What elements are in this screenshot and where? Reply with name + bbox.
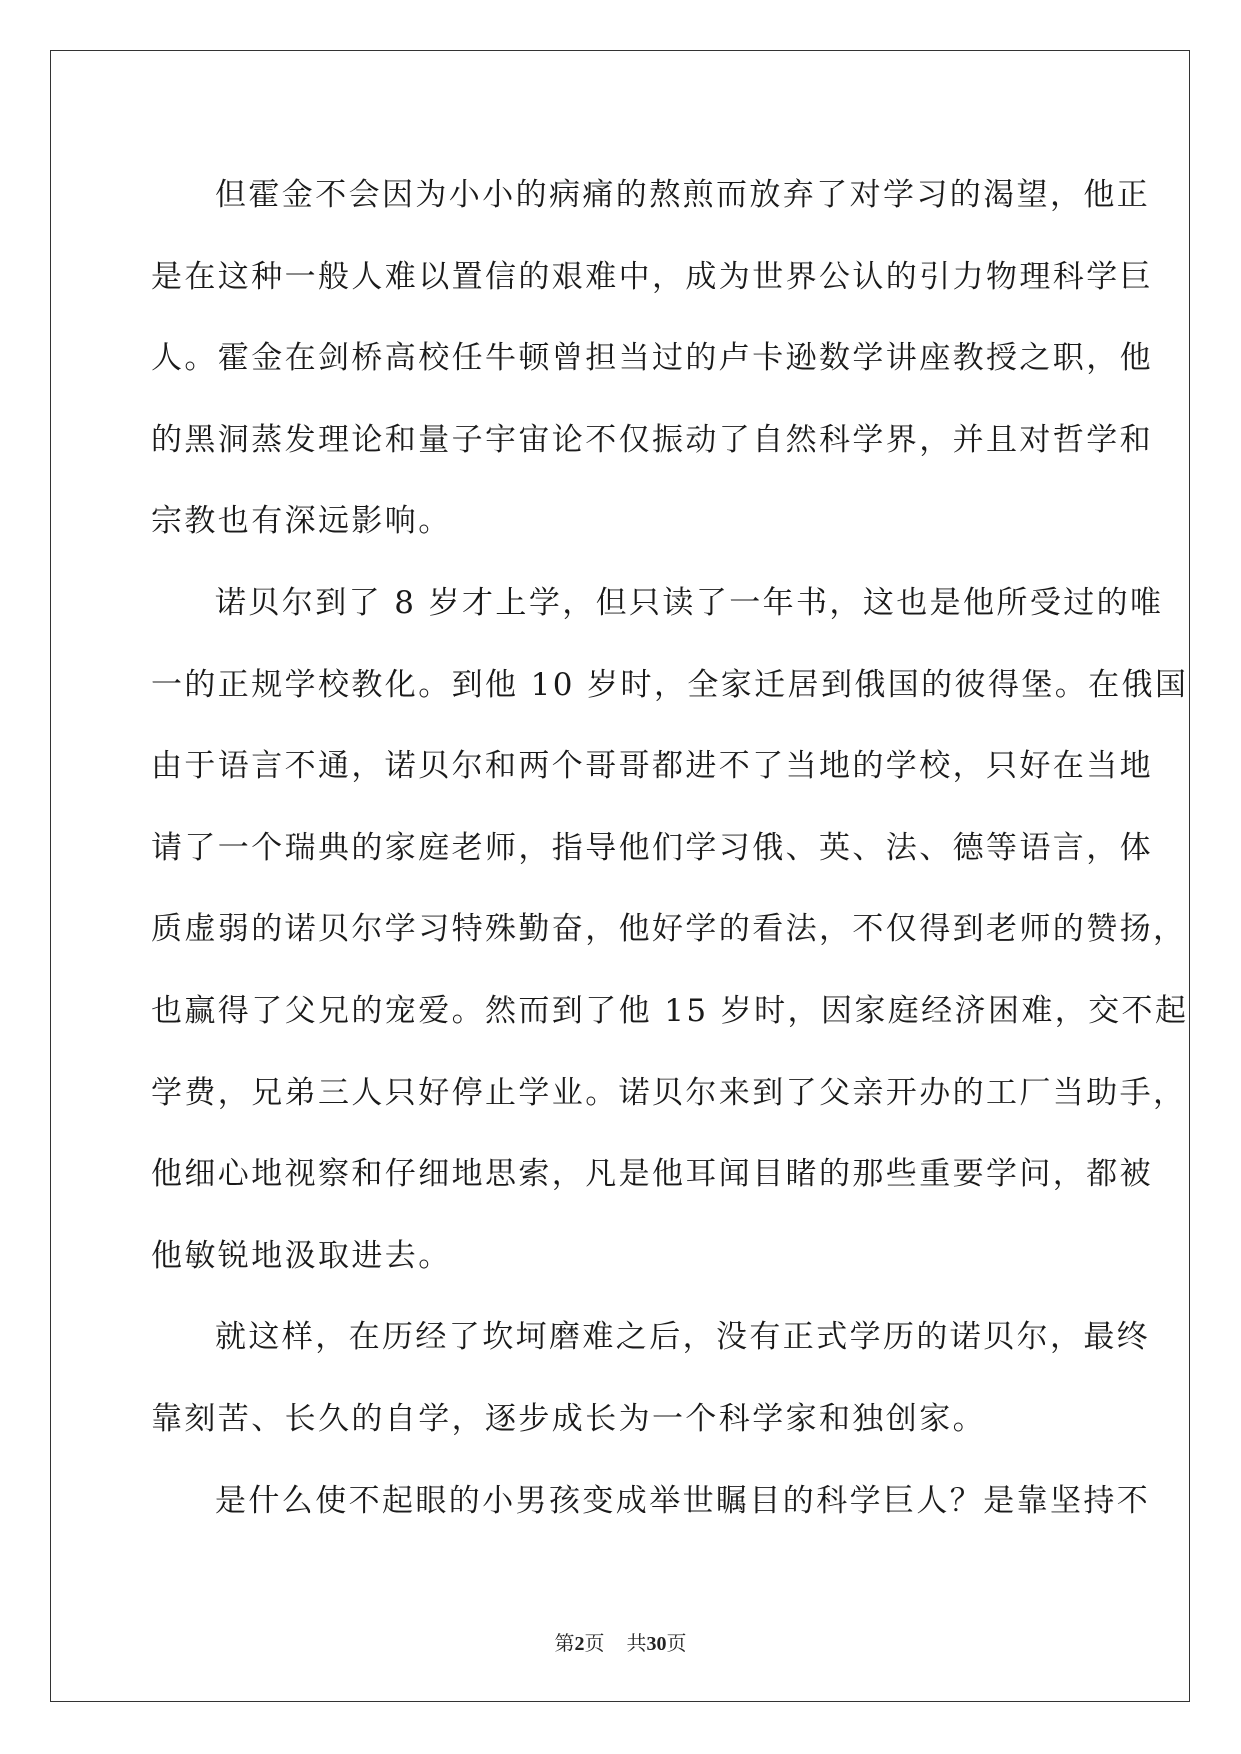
text-line: 是什么使不起眼的小男孩变成举世瞩目的科学巨人？是靠坚持不 (215, 1482, 1151, 1519)
text-line: 的黑洞蒸发理论和量子宇宙论不仅振动了自然科学界，并且对哲学和 (151, 421, 1153, 458)
text-line: 质虚弱的诺贝尔学习特殊勤奋，他好学的看法，不仅得到老师的赞扬， (151, 911, 1187, 948)
text-line: 诺贝尔到了 8 岁才上学，但只读了一年书，这也是他所受过的唯 (215, 584, 1164, 621)
page-footer (0, 1627, 1241, 1656)
page-number: 2 (574, 1633, 585, 1655)
total-prefix: 共 (626, 1633, 647, 1655)
text-line: 就这样，在历经了坎坷磨难之后，没有正式学历的诺贝尔，最终 (215, 1319, 1151, 1356)
text-line: 但霍金不会因为小小的病痛的熬煎而放弃了对学习的渴望，他正 (215, 177, 1151, 213)
text-line: 人。霍金在剑桥高校任牛顿曾担当过的卢卡逊数学讲座教授之职，他 (151, 340, 1153, 377)
text-line: 由于语言不通，诺贝尔和两个哥哥都进不了当地的学校，只好在当地 (151, 748, 1153, 785)
total-suffix: 页 (666, 1633, 687, 1655)
text-line: 也赢得了父兄的宠爱。然而到了他 15 岁时，因家庭经济困难，交不起 (151, 992, 1189, 1029)
text-line: 他敏锐地汲取进去。 (151, 1237, 452, 1274)
text-line: 一的正规学校教化。到他 10 岁时，全家迁居到俄国的彼得堡。在俄国 (151, 666, 1189, 703)
page-prefix: 第 (554, 1633, 575, 1655)
page-suffix: 页 (584, 1633, 605, 1655)
text-line: 他细心地视察和仔细地思索，凡是他耳闻目睹的那些重要学问，都被 (151, 1156, 1153, 1193)
total-pages: 30 (646, 1633, 667, 1655)
text-line: 宗教也有深远影响。 (151, 503, 452, 540)
text-line: 学费，兄弟三人只好停止学业。诺贝尔来到了父亲开办的工厂当助手， (151, 1074, 1187, 1111)
text-line: 请了一个瑞典的家庭老师，指导他们学习俄、英、法、德等语言，体 (151, 829, 1153, 866)
text-line: 靠刻苦、长久的自学，逐步成长为一个科学家和独创家。 (151, 1400, 986, 1437)
document-body (151, 155, 1189, 1542)
text-line: 是在这种一般人难以置信的艰难中，成为世界公认的引力物理科学巨 (151, 258, 1153, 295)
